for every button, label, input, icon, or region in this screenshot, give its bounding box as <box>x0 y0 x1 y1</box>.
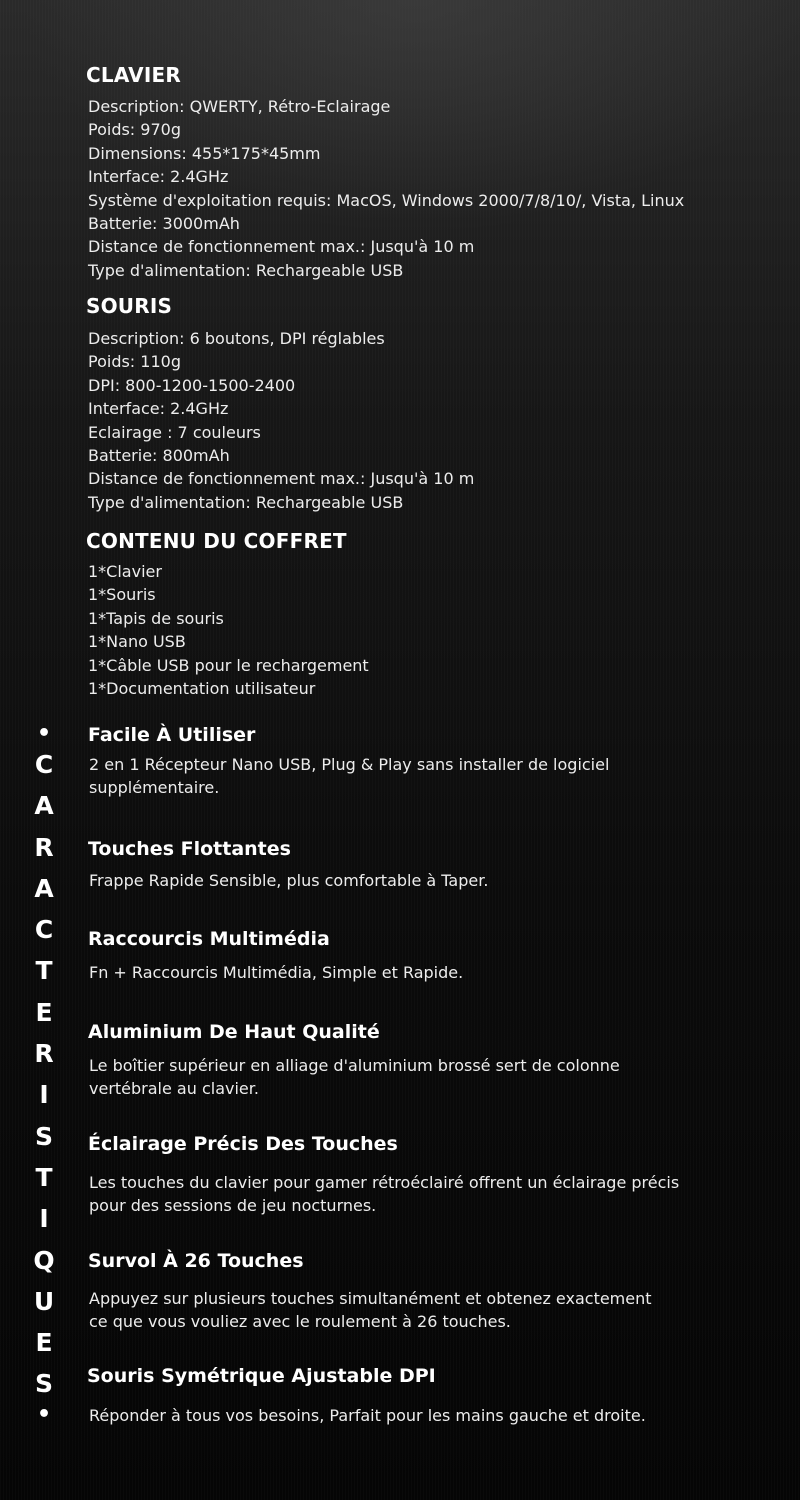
feature-title-survol: Survol À 26 Touches <box>88 1250 304 1272</box>
feature-title-raccourcis: Raccourcis Multimédia <box>88 928 330 950</box>
souris-line: Distance de fonctionnement max.: Jusqu'à 10 m <box>88 469 475 489</box>
clavier-title: CLAVIER <box>86 63 181 87</box>
coffret-title: CONTENU DU COFFRET <box>86 529 347 553</box>
feature-desc-aluminium: vertébrale au clavier. <box>89 1079 259 1098</box>
feature-desc-survol: Appuyez sur plusieurs touches simultanément et obtenez exactement <box>89 1289 652 1308</box>
feature-title-souris-symetrique: Souris Symétrique Ajustable DPI <box>87 1365 436 1387</box>
clavier-line: Type d'alimentation: Rechargeable USB <box>88 260 404 280</box>
vertical-letter: S <box>34 1121 53 1151</box>
feature-desc-touches-flottantes: Frappe Rapide Sensible, plus comfortable à Taper. <box>89 871 489 890</box>
feature-desc-raccourcis: Fn + Raccourcis Multimédia, Simple et Rapide. <box>89 963 464 982</box>
souris-line: Poids: 110g <box>88 352 181 372</box>
clavier-line: Dimensions: 455*175*45mm <box>88 143 321 163</box>
vertical-letter: R <box>34 1039 54 1069</box>
souris-line: Eclairage : 7 couleurs <box>88 422 261 442</box>
coffret-line: 1*Câble USB pour le rechargement <box>88 655 369 675</box>
feature-title-touches-flottantes: Touches Flottantes <box>88 838 291 860</box>
feature-desc-souris-symetrique: Réponder à tous vos besoins, Parfait pour les mains gauche et droite. <box>89 1406 646 1425</box>
feature-desc-aluminium: Le boîtier supérieur en alliage d'aluminium brossé sert de colonne <box>89 1056 620 1075</box>
vertical-letter: E <box>35 997 53 1027</box>
vertical-letter: C <box>34 750 54 779</box>
clavier-line: Batterie: 3000mAh <box>88 214 240 233</box>
vertical-letter: A <box>34 791 54 821</box>
clavier-line: Interface: 2.4GHz <box>88 167 229 187</box>
vertical-letter: T <box>35 956 53 986</box>
coffret-line: 1*Souris <box>88 585 156 605</box>
feature-title-facile: Facile À Utiliser <box>88 724 256 746</box>
coffret-line: 1*Documentation utilisateur <box>88 679 316 698</box>
vertical-letter: A <box>34 873 54 903</box>
souris-line: Interface: 2.4GHz <box>88 399 229 419</box>
clavier-line: Description: QWERTY, Rétro-Eclairage <box>88 97 391 116</box>
vertical-letter: E <box>35 1328 53 1358</box>
souris-line: Description: 6 boutons, DPI réglables <box>88 329 385 348</box>
feature-title-eclairage: Éclairage Précis Des Touches <box>88 1133 398 1155</box>
feature-desc-survol: ce que vous vouliez avec le roulement à 26 touches. <box>89 1312 511 1331</box>
feature-desc-facile: 2 en 1 Récepteur Nano USB, Plug & Play sans installer de logiciel <box>89 755 610 774</box>
feature-desc-eclairage: Les touches du clavier pour gamer rétroéclairé offrent un éclairage précis <box>89 1173 680 1192</box>
coffret-line: 1*Tapis de souris <box>88 608 224 628</box>
souris-line: Batterie: 800mAh <box>88 446 230 465</box>
vertical-letter: Q <box>33 1245 55 1275</box>
souris-title: SOURIS <box>86 294 173 318</box>
vertical-letter: U <box>33 1286 55 1316</box>
vertical-letter: T <box>35 1162 53 1192</box>
feature-desc-facile: supplémentaire. <box>89 778 220 797</box>
coffret-line: 1*Nano USB <box>88 632 186 652</box>
clavier-line: Poids: 970g <box>88 120 181 140</box>
vertical-letter: I <box>39 1204 49 1234</box>
souris-line: Type d'alimentation: Rechargeable USB <box>88 492 404 512</box>
clavier-line: Système d'exploitation requis: MacOS, Windows 2000/7/8/10/, Vista, Linux <box>88 190 685 210</box>
vertical-letter: I <box>39 1080 49 1110</box>
vertical-letter: S <box>34 1369 53 1399</box>
vertical-letter: C <box>34 915 54 945</box>
feature-desc-eclairage: pour des sessions de jeu nocturnes. <box>89 1196 377 1215</box>
clavier-line: Distance de fonctionnement max.: Jusqu'à 10 m <box>88 237 475 257</box>
souris-line: DPI: 800-1200-1500-2400 <box>88 375 296 395</box>
coffret-line: 1*Clavier <box>88 562 162 581</box>
vertical-caracteristiques-label <box>22 721 66 1427</box>
feature-title-aluminium: Aluminium De Haut Qualité <box>88 1021 380 1043</box>
vertical-dot-bottom: • <box>36 1401 52 1427</box>
vertical-dot-top: • <box>36 721 52 746</box>
vertical-letter: R <box>34 832 54 862</box>
